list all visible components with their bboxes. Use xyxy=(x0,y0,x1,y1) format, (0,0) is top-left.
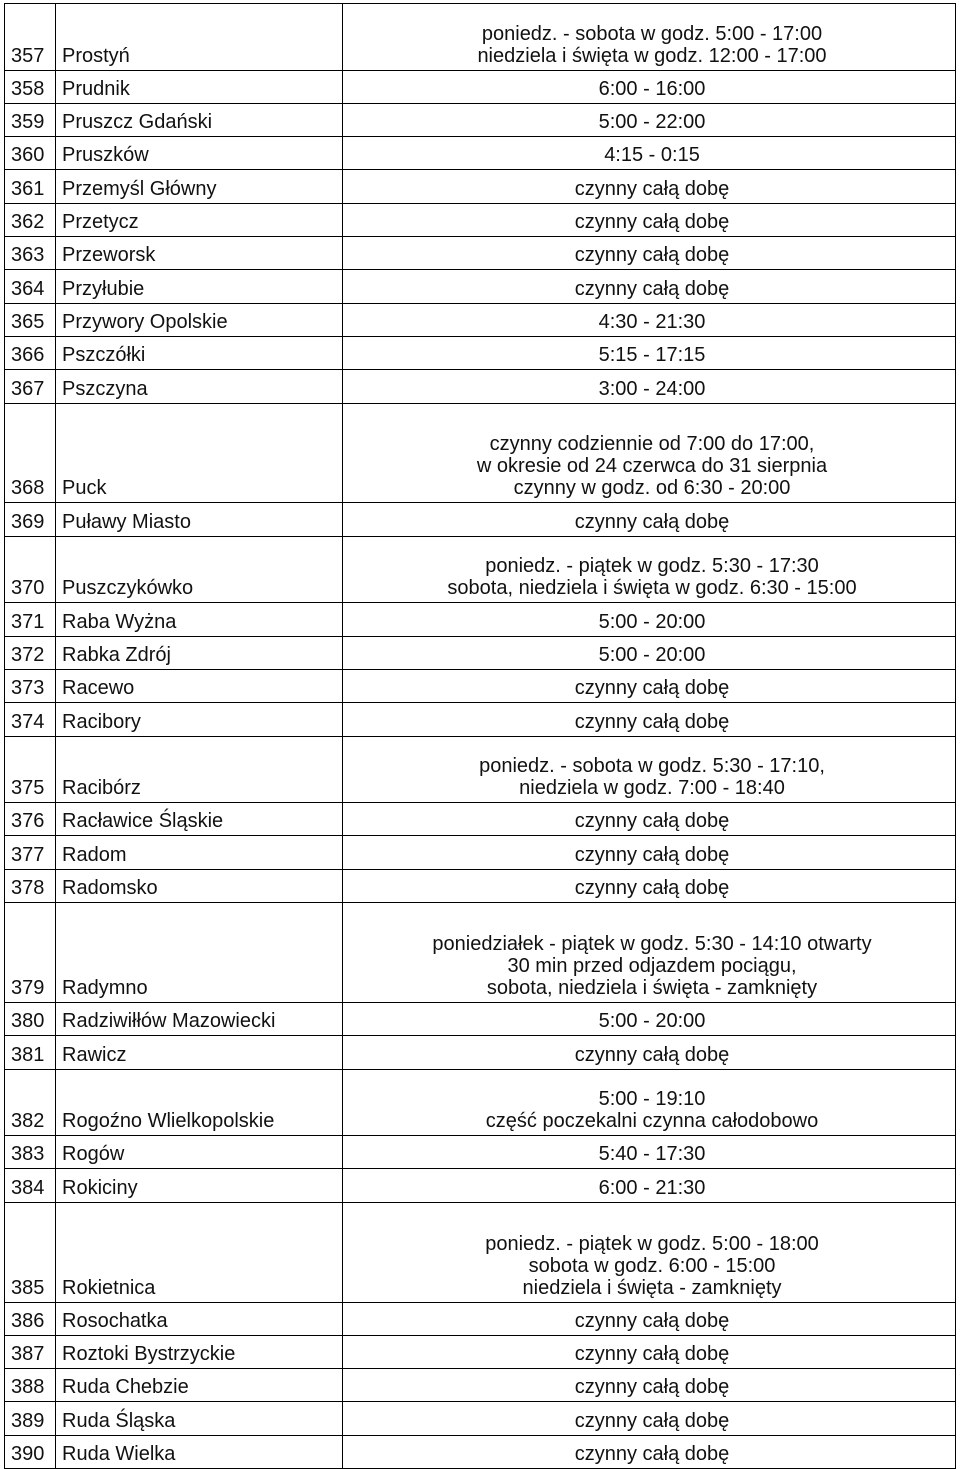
station-name: Pszczyna xyxy=(56,370,343,403)
opening-hours-line: poniedz. - sobota w godz. 5:30 - 17:10, xyxy=(479,755,825,778)
table-row xyxy=(5,536,956,603)
opening-hours xyxy=(343,270,956,303)
station-number: 360 xyxy=(5,137,56,170)
table-row xyxy=(5,203,956,236)
opening-hours xyxy=(343,636,956,669)
opening-hours-line: niedziela i święta w godz. 12:00 - 17:00 xyxy=(477,44,827,67)
opening-hours xyxy=(343,303,956,336)
station-name: Racibórz xyxy=(56,736,343,803)
station-name: Pruszcz Gdański xyxy=(56,103,343,136)
station-number: 374 xyxy=(5,703,56,736)
opening-hours-line: 4:15 - 0:15 xyxy=(604,144,700,167)
opening-hours-line: czynny całą dobę xyxy=(574,244,730,267)
opening-hours xyxy=(343,1069,956,1136)
station-number: 364 xyxy=(5,270,56,303)
table-row xyxy=(5,503,956,536)
opening-hours xyxy=(343,336,956,369)
opening-hours-line: czynny całą dobę xyxy=(574,277,730,300)
opening-hours-line: sobota w godz. 6:00 - 15:00 xyxy=(528,1254,776,1277)
opening-hours-line: czynny całą dobę xyxy=(574,211,730,234)
opening-hours xyxy=(343,237,956,270)
opening-hours-line: niedziela w godz. 7:00 - 18:40 xyxy=(519,777,785,800)
station-name: Radom xyxy=(56,836,343,869)
table-row xyxy=(5,1202,956,1302)
station-number: 368 xyxy=(5,403,56,503)
opening-hours xyxy=(343,1335,956,1368)
table-row xyxy=(5,903,956,1003)
opening-hours-line: czynny codziennie od 7:00 do 17:00, xyxy=(489,433,815,456)
opening-hours-line: sobota, niedziela i święta - zamknięty xyxy=(486,976,818,999)
table-row xyxy=(5,603,956,636)
station-number: 369 xyxy=(5,503,56,536)
table-row xyxy=(5,803,956,836)
opening-hours-line: czynny w godz. od 6:30 - 20:00 xyxy=(513,477,791,500)
station-name: Rokiciny xyxy=(56,1169,343,1202)
station-name: Roztoki Bystrzyckie xyxy=(56,1335,343,1368)
station-name: Radymno xyxy=(56,903,343,1003)
station-number: 389 xyxy=(5,1402,56,1435)
opening-hours-line: część poczekalni czynna całodobowo xyxy=(485,1110,819,1133)
opening-hours-line: czynny całą dobę xyxy=(574,1443,730,1466)
station-number: 359 xyxy=(5,103,56,136)
station-number: 378 xyxy=(5,869,56,902)
table-row xyxy=(5,703,956,736)
opening-hours-line: 5:40 - 17:30 xyxy=(598,1143,706,1166)
table-row xyxy=(5,1169,956,1202)
opening-hours xyxy=(343,370,956,403)
table-row xyxy=(5,836,956,869)
station-number: 371 xyxy=(5,603,56,636)
station-number: 388 xyxy=(5,1369,56,1402)
opening-hours xyxy=(343,703,956,736)
station-name: Racibory xyxy=(56,703,343,736)
station-number: 376 xyxy=(5,803,56,836)
station-name: Prudnik xyxy=(56,70,343,103)
table-row xyxy=(5,1369,956,1402)
opening-hours-line: czynny całą dobę xyxy=(574,1343,730,1366)
table-row xyxy=(5,1002,956,1035)
station-name: Rabka Zdrój xyxy=(56,636,343,669)
station-number: 370 xyxy=(5,536,56,603)
opening-hours xyxy=(343,203,956,236)
opening-hours xyxy=(343,903,956,1003)
station-number: 372 xyxy=(5,636,56,669)
opening-hours xyxy=(343,137,956,170)
station-number: 387 xyxy=(5,1335,56,1368)
opening-hours-line: czynny całą dobę xyxy=(574,1409,730,1432)
opening-hours xyxy=(343,1402,956,1435)
table-row xyxy=(5,370,956,403)
station-name: Ruda Śląska xyxy=(56,1402,343,1435)
station-number: 363 xyxy=(5,237,56,270)
table-row xyxy=(5,170,956,203)
opening-hours-line: czynny całą dobę xyxy=(574,1376,730,1399)
opening-hours-line: poniedz. - sobota w godz. 5:00 - 17:00 xyxy=(481,22,823,45)
table-row xyxy=(5,237,956,270)
table-row xyxy=(5,70,956,103)
opening-hours-line: czynny całą dobę xyxy=(574,810,730,833)
opening-hours xyxy=(343,103,956,136)
table-row xyxy=(5,270,956,303)
opening-hours-line: 5:00 - 19:10 xyxy=(598,1088,706,1111)
table-row xyxy=(5,1136,956,1169)
station-number: 383 xyxy=(5,1136,56,1169)
table-row xyxy=(5,1435,956,1468)
opening-hours-line: czynny całą dobę xyxy=(574,877,730,900)
table-row xyxy=(5,1335,956,1368)
opening-hours xyxy=(343,70,956,103)
station-number: 358 xyxy=(5,70,56,103)
opening-hours xyxy=(343,1002,956,1035)
station-name: Ruda Wielka xyxy=(56,1435,343,1468)
opening-hours-line: 6:00 - 16:00 xyxy=(598,77,706,100)
opening-hours-line: poniedz. - piątek w godz. 5:00 - 18:00 xyxy=(485,1232,819,1255)
station-number: 361 xyxy=(5,170,56,203)
opening-hours-line: czynny całą dobę xyxy=(574,510,730,533)
station-number: 380 xyxy=(5,1002,56,1035)
table-row xyxy=(5,137,956,170)
table-row xyxy=(5,103,956,136)
station-number: 362 xyxy=(5,203,56,236)
table-row xyxy=(5,736,956,803)
opening-hours xyxy=(343,1369,956,1402)
station-number: 365 xyxy=(5,303,56,336)
opening-hours xyxy=(343,403,956,503)
station-name: Puck xyxy=(56,403,343,503)
station-number: 367 xyxy=(5,370,56,403)
opening-hours-line: 5:15 - 17:15 xyxy=(598,344,706,367)
opening-hours xyxy=(343,736,956,803)
station-name: Pszczółki xyxy=(56,336,343,369)
opening-hours-line: czynny całą dobę xyxy=(574,177,730,200)
table-row xyxy=(5,669,956,702)
station-name: Rogów xyxy=(56,1136,343,1169)
opening-hours-line: 5:00 - 20:00 xyxy=(598,1010,706,1033)
station-number: 377 xyxy=(5,836,56,869)
station-name: Radziwiłłów Mazowiecki xyxy=(56,1002,343,1035)
opening-hours xyxy=(343,1302,956,1335)
opening-hours-line: czynny całą dobę xyxy=(574,1043,730,1066)
station-name: Przetycz xyxy=(56,203,343,236)
table-body xyxy=(5,4,956,1469)
opening-hours-line: czynny całą dobę xyxy=(574,677,730,700)
station-name: Przemyśl Główny xyxy=(56,170,343,203)
opening-hours xyxy=(343,869,956,902)
station-number: 390 xyxy=(5,1435,56,1468)
station-number: 379 xyxy=(5,903,56,1003)
opening-hours xyxy=(343,669,956,702)
table-row xyxy=(5,336,956,369)
station-name: Rogoźno Wlielkopolskie xyxy=(56,1069,343,1136)
opening-hours xyxy=(343,4,956,71)
station-name: Przywory Opolskie xyxy=(56,303,343,336)
opening-hours xyxy=(343,1435,956,1468)
table-row xyxy=(5,1402,956,1435)
table-row xyxy=(5,636,956,669)
station-name: Prostyń xyxy=(56,4,343,71)
opening-hours xyxy=(343,803,956,836)
opening-hours xyxy=(343,1169,956,1202)
station-name: Ruda Chebzie xyxy=(56,1369,343,1402)
opening-hours-line: 30 min przed odjazdem pociągu, xyxy=(507,954,797,977)
opening-hours xyxy=(343,1036,956,1069)
table-row xyxy=(5,869,956,902)
opening-hours-line: 5:00 - 20:00 xyxy=(598,610,706,633)
opening-hours-line: poniedz. - piątek w godz. 5:30 - 17:30 xyxy=(485,555,819,578)
opening-hours-line: poniedziałek - piątek w godz. 5:30 - 14:10 otwarty xyxy=(432,932,872,955)
opening-hours-line: czynny całą dobę xyxy=(574,843,730,866)
station-name: Rosochatka xyxy=(56,1302,343,1335)
opening-hours-line: niedziela i święta - zamknięty xyxy=(522,1276,782,1299)
station-name: Rokietnica xyxy=(56,1202,343,1302)
opening-hours xyxy=(343,503,956,536)
opening-hours xyxy=(343,603,956,636)
table-row xyxy=(5,303,956,336)
table-row xyxy=(5,1069,956,1136)
opening-hours-line: sobota, niedziela i święta w godz. 6:30 - 15:00 xyxy=(447,577,857,600)
station-name: Puławy Miasto xyxy=(56,503,343,536)
station-number: 357 xyxy=(5,4,56,71)
station-number: 375 xyxy=(5,736,56,803)
station-name: Przeworsk xyxy=(56,237,343,270)
opening-hours-line: 4:30 - 21:30 xyxy=(598,310,706,333)
opening-hours xyxy=(343,536,956,603)
station-name: Pruszków xyxy=(56,137,343,170)
opening-hours-line: 5:00 - 20:00 xyxy=(598,643,706,666)
station-number: 384 xyxy=(5,1169,56,1202)
opening-hours-line: czynny całą dobę xyxy=(574,710,730,733)
station-name: Radomsko xyxy=(56,869,343,902)
opening-hours-line: 5:00 - 22:00 xyxy=(598,111,706,134)
station-number: 382 xyxy=(5,1069,56,1136)
opening-hours xyxy=(343,836,956,869)
station-name: Przyłubie xyxy=(56,270,343,303)
station-name: Raba Wyżna xyxy=(56,603,343,636)
station-number: 386 xyxy=(5,1302,56,1335)
station-name: Rawicz xyxy=(56,1036,343,1069)
station-name: Racewo xyxy=(56,669,343,702)
table-row xyxy=(5,4,956,71)
station-number: 381 xyxy=(5,1036,56,1069)
station-number: 373 xyxy=(5,669,56,702)
table-row xyxy=(5,1302,956,1335)
station-hours-table xyxy=(4,3,956,1469)
station-name: Puszczykówko xyxy=(56,536,343,603)
opening-hours-line: czynny całą dobę xyxy=(574,1309,730,1332)
opening-hours-line: 3:00 - 24:00 xyxy=(598,377,706,400)
opening-hours xyxy=(343,1202,956,1302)
station-number: 385 xyxy=(5,1202,56,1302)
station-name: Racławice Śląskie xyxy=(56,803,343,836)
table-row xyxy=(5,1036,956,1069)
opening-hours-line: w okresie od 24 czerwca do 31 sierpnia xyxy=(476,455,828,478)
opening-hours xyxy=(343,170,956,203)
table-row xyxy=(5,403,956,503)
station-number: 366 xyxy=(5,336,56,369)
opening-hours-line: 6:00 - 21:30 xyxy=(598,1176,706,1199)
opening-hours xyxy=(343,1136,956,1169)
